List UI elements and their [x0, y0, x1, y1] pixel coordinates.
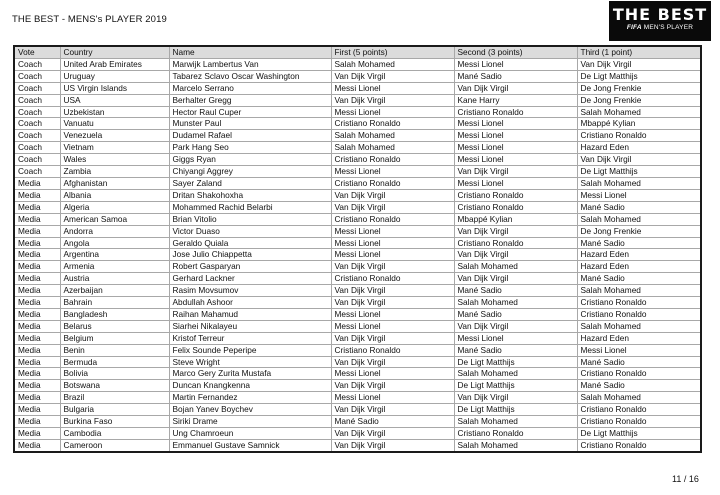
logo-wordmark: THE BEST	[612, 5, 708, 24]
cell-first: Messi Lionel	[331, 249, 454, 261]
cell-second: Salah Mohamed	[454, 416, 577, 428]
cell-second: Salah Mohamed	[454, 439, 577, 451]
table-row	[14, 261, 701, 273]
cell-country: Botswana	[60, 380, 169, 392]
cell-name: Marcelo Serrano	[169, 82, 331, 94]
cell-second: Van Dijk Virgil	[454, 225, 577, 237]
cell-country: Venezuela	[60, 130, 169, 142]
cell-third: De Ligt Matthijs	[577, 166, 701, 178]
cell-third: Hazard Eden	[577, 142, 701, 154]
table-row	[14, 82, 701, 94]
cell-second: Salah Mohamed	[454, 368, 577, 380]
cell-second: Cristiano Ronaldo	[454, 201, 577, 213]
cell-second: Messi Lionel	[454, 118, 577, 130]
cell-name: Siriki Drame	[169, 416, 331, 428]
cell-vote: Media	[14, 332, 60, 344]
cell-first: Van Dijk Virgil	[331, 261, 454, 273]
cell-third: Mané Sadio	[577, 380, 701, 392]
cell-first: Van Dijk Virgil	[331, 356, 454, 368]
cell-third: Cristiano Ronaldo	[577, 368, 701, 380]
cell-name: Munster Paul	[169, 118, 331, 130]
cell-country: US Virgin Islands	[60, 82, 169, 94]
cell-third: De Jong Frenkie	[577, 225, 701, 237]
cell-country: Angola	[60, 237, 169, 249]
cell-first: Messi Lionel	[331, 392, 454, 404]
cell-vote: Coach	[14, 58, 60, 70]
table-row	[14, 368, 701, 380]
cell-third: Mané Sadio	[577, 237, 701, 249]
cell-country: Burkina Faso	[60, 416, 169, 428]
cell-second: Van Dijk Virgil	[454, 273, 577, 285]
cell-first: Van Dijk Virgil	[331, 439, 454, 451]
table-row	[14, 320, 701, 332]
cell-country: Brazil	[60, 392, 169, 404]
cell-country: Albania	[60, 189, 169, 201]
table-row	[14, 297, 701, 309]
cell-name: Bojan Yanev Boychev	[169, 404, 331, 416]
cell-name: Giggs Ryan	[169, 154, 331, 166]
cell-country: Austria	[60, 273, 169, 285]
table-row	[14, 166, 701, 178]
cell-name: Sayer Zaland	[169, 177, 331, 189]
cell-name: Abdullah Ashoor	[169, 297, 331, 309]
cell-country: Bahrain	[60, 297, 169, 309]
cell-third: Salah Mohamed	[577, 320, 701, 332]
cell-name: Tabarez Sclavo Oscar Washington	[169, 70, 331, 82]
table-row	[14, 308, 701, 320]
cell-country: Zambia	[60, 166, 169, 178]
cell-name: Steve Wright	[169, 356, 331, 368]
cell-name: Robert Gasparyan	[169, 261, 331, 273]
cell-first: Cristiano Ronaldo	[331, 154, 454, 166]
table-row	[14, 189, 701, 201]
cell-name: Siarhei Nikalayeu	[169, 320, 331, 332]
cell-country: Wales	[60, 154, 169, 166]
cell-third: Messi Lionel	[577, 189, 701, 201]
cell-vote: Media	[14, 213, 60, 225]
cell-vote: Media	[14, 439, 60, 451]
cell-country: Bolivia	[60, 368, 169, 380]
cell-first: Messi Lionel	[331, 166, 454, 178]
header-vote: Vote	[14, 46, 60, 58]
cell-name: Emmanuel Gustave Samnick	[169, 439, 331, 451]
table-row	[14, 404, 701, 416]
cell-second: Van Dijk Virgil	[454, 320, 577, 332]
cell-third: Mané Sadio	[577, 356, 701, 368]
table-header-row	[14, 46, 701, 58]
cell-third: De Ligt Matthijs	[577, 70, 701, 82]
cell-second: Messi Lionel	[454, 177, 577, 189]
cell-country: USA	[60, 94, 169, 106]
cell-second: Messi Lionel	[454, 130, 577, 142]
cell-name: Geraldo Quiala	[169, 237, 331, 249]
cell-second: Van Dijk Virgil	[454, 82, 577, 94]
table-row	[14, 142, 701, 154]
cell-name: Rasim Movsumov	[169, 285, 331, 297]
cell-vote: Media	[14, 308, 60, 320]
table-row	[14, 154, 701, 166]
cell-first: Cristiano Ronaldo	[331, 118, 454, 130]
cell-vote: Media	[14, 201, 60, 213]
cell-first: Messi Lionel	[331, 308, 454, 320]
cell-first: Messi Lionel	[331, 106, 454, 118]
cell-first: Cristiano Ronaldo	[331, 344, 454, 356]
cell-third: Salah Mohamed	[577, 285, 701, 297]
table-row	[14, 94, 701, 106]
cell-third: Salah Mohamed	[577, 106, 701, 118]
table-body	[14, 58, 701, 451]
cell-name: Brian Vitolio	[169, 213, 331, 225]
cell-second: Cristiano Ronaldo	[454, 106, 577, 118]
cell-vote: Media	[14, 356, 60, 368]
cell-first: Van Dijk Virgil	[331, 332, 454, 344]
table-row	[14, 213, 701, 225]
table-row	[14, 428, 701, 440]
cell-vote: Media	[14, 225, 60, 237]
cell-first: Van Dijk Virgil	[331, 94, 454, 106]
cell-name: Kristof Terreur	[169, 332, 331, 344]
cell-country: Belgium	[60, 332, 169, 344]
cell-second: Salah Mohamed	[454, 261, 577, 273]
cell-name: Victor Duaso	[169, 225, 331, 237]
header-third: Third (1 point)	[577, 46, 701, 58]
table-row	[14, 356, 701, 368]
cell-second: Mané Sadio	[454, 344, 577, 356]
cell-first: Van Dijk Virgil	[331, 297, 454, 309]
cell-name: Berhalter Gregg	[169, 94, 331, 106]
cell-third: De Jong Frenkie	[577, 94, 701, 106]
cell-country: Uzbekistan	[60, 106, 169, 118]
cell-name: Duncan Knangkenna	[169, 380, 331, 392]
cell-country: Armenia	[60, 261, 169, 273]
cell-vote: Media	[14, 392, 60, 404]
cell-first: Van Dijk Virgil	[331, 189, 454, 201]
cell-second: Messi Lionel	[454, 142, 577, 154]
cell-name: Mohammed Rachid Belarbi	[169, 201, 331, 213]
cell-third: Van Dijk Virgil	[577, 58, 701, 70]
cell-first: Messi Lionel	[331, 82, 454, 94]
cell-country: Azerbaijan	[60, 285, 169, 297]
cell-second: Van Dijk Virgil	[454, 249, 577, 261]
votes-table	[13, 45, 702, 453]
page-number: 11 / 16	[672, 474, 699, 484]
cell-first: Messi Lionel	[331, 368, 454, 380]
cell-country: Algeria	[60, 201, 169, 213]
cell-vote: Media	[14, 177, 60, 189]
cell-name: Martin Fernandez	[169, 392, 331, 404]
cell-vote: Media	[14, 273, 60, 285]
cell-country: Bulgaria	[60, 404, 169, 416]
cell-country: Afghanistan	[60, 177, 169, 189]
cell-third: Salah Mohamed	[577, 177, 701, 189]
cell-vote: Media	[14, 428, 60, 440]
table-row	[14, 70, 701, 82]
cell-third: De Ligt Matthijs	[577, 428, 701, 440]
cell-second: Mbappé Kylian	[454, 213, 577, 225]
cell-first: Messi Lionel	[331, 237, 454, 249]
cell-vote: Media	[14, 404, 60, 416]
cell-vote: Coach	[14, 82, 60, 94]
cell-name: Dudamel Rafael	[169, 130, 331, 142]
cell-vote: Coach	[14, 154, 60, 166]
cell-name: Marwijk Lambertus Van	[169, 58, 331, 70]
cell-third: De Jong Frenkie	[577, 82, 701, 94]
cell-third: Van Dijk Virgil	[577, 154, 701, 166]
cell-third: Cristiano Ronaldo	[577, 416, 701, 428]
table-row	[14, 380, 701, 392]
header-country: Country	[60, 46, 169, 58]
document-title: THE BEST - MENS's PLAYER 2019	[12, 14, 167, 25]
cell-country: Vietnam	[60, 142, 169, 154]
cell-country: Cameroon	[60, 439, 169, 451]
cell-second: Messi Lionel	[454, 332, 577, 344]
cell-vote: Media	[14, 368, 60, 380]
cell-name: Raihan Mahamud	[169, 308, 331, 320]
cell-second: Salah Mohamed	[454, 297, 577, 309]
table-row	[14, 285, 701, 297]
cell-second: De Ligt Matthijs	[454, 404, 577, 416]
table-row	[14, 392, 701, 404]
cell-country: Uruguay	[60, 70, 169, 82]
cell-name: Felix Sounde Peperipe	[169, 344, 331, 356]
cell-vote: Media	[14, 416, 60, 428]
cell-first: Cristiano Ronaldo	[331, 273, 454, 285]
cell-name: Gerhard Lackner	[169, 273, 331, 285]
cell-country: United Arab Emirates	[60, 58, 169, 70]
cell-first: Van Dijk Virgil	[331, 201, 454, 213]
cell-vote: Media	[14, 297, 60, 309]
cell-first: Cristiano Ronaldo	[331, 177, 454, 189]
cell-vote: Coach	[14, 142, 60, 154]
cell-second: Cristiano Ronaldo	[454, 189, 577, 201]
cell-country: American Samoa	[60, 213, 169, 225]
cell-name: Marco Gery Zurita Mustafa	[169, 368, 331, 380]
header-name: Name	[169, 46, 331, 58]
cell-vote: Media	[14, 285, 60, 297]
cell-second: Messi Lionel	[454, 58, 577, 70]
logo-brand: FIFA	[626, 24, 642, 31]
header-first: First (5 points)	[331, 46, 454, 58]
cell-vote: Coach	[14, 106, 60, 118]
cell-vote: Media	[14, 261, 60, 273]
cell-second: Mané Sadio	[454, 70, 577, 82]
cell-vote: Coach	[14, 130, 60, 142]
cell-name: Hector Raul Cuper	[169, 106, 331, 118]
cell-third: Salah Mohamed	[577, 392, 701, 404]
cell-second: Cristiano Ronaldo	[454, 428, 577, 440]
cell-second: Kane Harry	[454, 94, 577, 106]
cell-country: Cambodia	[60, 428, 169, 440]
cell-third: Mané Sadio	[577, 201, 701, 213]
cell-vote: Media	[14, 189, 60, 201]
cell-first: Messi Lionel	[331, 225, 454, 237]
table-row	[14, 273, 701, 285]
cell-first: Salah Mohamed	[331, 58, 454, 70]
cell-third: Mané Sadio	[577, 273, 701, 285]
table-row	[14, 332, 701, 344]
cell-first: Salah Mohamed	[331, 142, 454, 154]
cell-second: De Ligt Matthijs	[454, 356, 577, 368]
cell-first: Van Dijk Virgil	[331, 380, 454, 392]
cell-third: Hazard Eden	[577, 261, 701, 273]
cell-second: Messi Lionel	[454, 154, 577, 166]
cell-third: Cristiano Ronaldo	[577, 297, 701, 309]
cell-third: Cristiano Ronaldo	[577, 404, 701, 416]
cell-first: Van Dijk Virgil	[331, 285, 454, 297]
cell-first: Salah Mohamed	[331, 130, 454, 142]
table-row	[14, 177, 701, 189]
cell-third: Mbappé Kylian	[577, 118, 701, 130]
cell-country: Andorra	[60, 225, 169, 237]
cell-third: Cristiano Ronaldo	[577, 130, 701, 142]
cell-country: Belarus	[60, 320, 169, 332]
cell-third: Hazard Eden	[577, 249, 701, 261]
cell-vote: Coach	[14, 70, 60, 82]
cell-third: Messi Lionel	[577, 344, 701, 356]
cell-second: De Ligt Matthijs	[454, 380, 577, 392]
cell-vote: Media	[14, 237, 60, 249]
table-row	[14, 201, 701, 213]
cell-vote: Media	[14, 344, 60, 356]
logo-subtitle-text: MEN'S PLAYER	[643, 24, 694, 31]
cell-second: Van Dijk Virgil	[454, 166, 577, 178]
cell-name: Jose Julio Chiappetta	[169, 249, 331, 261]
cell-second: Mané Sadio	[454, 308, 577, 320]
table-row	[14, 416, 701, 428]
cell-country: Argentina	[60, 249, 169, 261]
cell-vote: Media	[14, 249, 60, 261]
table-row	[14, 439, 701, 451]
table-row	[14, 130, 701, 142]
cell-first: Messi Lionel	[331, 320, 454, 332]
cell-name: Ung Chamroeun	[169, 428, 331, 440]
cell-third: Salah Mohamed	[577, 213, 701, 225]
table-row	[14, 225, 701, 237]
cell-country: Vanuatu	[60, 118, 169, 130]
table-row	[14, 118, 701, 130]
logo-subtitle	[609, 23, 711, 33]
cell-second: Mané Sadio	[454, 285, 577, 297]
cell-vote: Coach	[14, 118, 60, 130]
cell-country: Bermuda	[60, 356, 169, 368]
cell-first: Mané Sadio	[331, 416, 454, 428]
cell-country: Benin	[60, 344, 169, 356]
cell-first: Cristiano Ronaldo	[331, 213, 454, 225]
cell-name: Park Hang Seo	[169, 142, 331, 154]
cell-second: Van Dijk Virgil	[454, 392, 577, 404]
cell-country: Bangladesh	[60, 308, 169, 320]
cell-name: Dritan Shakohoxha	[169, 189, 331, 201]
cell-vote: Media	[14, 380, 60, 392]
table-row	[14, 106, 701, 118]
cell-first: Van Dijk Virgil	[331, 428, 454, 440]
cell-third: Hazard Eden	[577, 332, 701, 344]
cell-first: Van Dijk Virgil	[331, 70, 454, 82]
table-row	[14, 58, 701, 70]
cell-first: Van Dijk Virgil	[331, 404, 454, 416]
table-row	[14, 344, 701, 356]
cell-third: Cristiano Ronaldo	[577, 308, 701, 320]
cell-vote: Coach	[14, 166, 60, 178]
cell-vote: Coach	[14, 94, 60, 106]
cell-name: Chiyangi Aggrey	[169, 166, 331, 178]
cell-vote: Media	[14, 320, 60, 332]
table-row	[14, 237, 701, 249]
the-best-logo	[609, 1, 711, 41]
cell-third: Cristiano Ronaldo	[577, 439, 701, 451]
cell-second: Cristiano Ronaldo	[454, 237, 577, 249]
header-second: Second (3 points)	[454, 46, 577, 58]
table-row	[14, 249, 701, 261]
